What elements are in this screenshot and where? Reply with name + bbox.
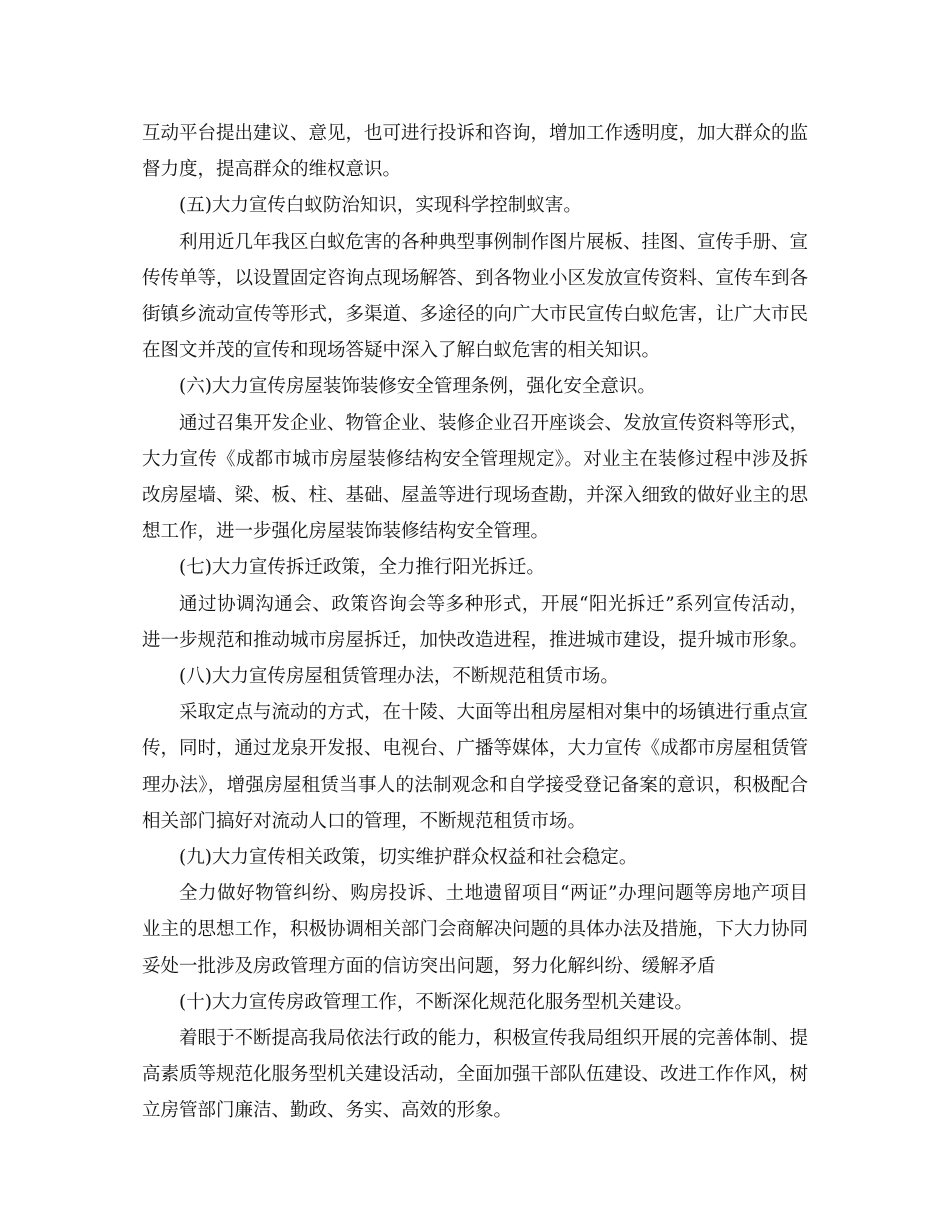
paragraph-public-rights: 全力做好物管纠纷、购房投诉、土地遗留项目“两证”办理问题等房地产项目业主的思想工作，积极协调相关部门会商解决问题的具体办法及措施，下大力协同妥处一批涉及房政管理方面的信访突出问题，努力化解纠纷、缓解矛盾 — [142, 883, 809, 977]
section-heading-8: (八)大力宣传房屋租赁管理办法，不断规范租赁市场。 — [179, 666, 619, 688]
paragraph-termite-publicity: 利用近几年我区白蚁危害的各种典型事例制作图片展板、挂图、宣传手册、宣传传单等，以设置固定咨询点现场解答、到各物业小区发放宣传资料、宣传车到各街镇乡流动宣传等形式，多渠道、多途径的向广大市民宣传白蚁危害，让广大市民在图文并茂的宣传和现场答疑中深入了解白蚁危害的相关知识。 — [142, 231, 809, 362]
paragraph-rental-management: 采取定点与流动的方式，在十陵、大面等出租房屋相对集中的场镇进行重点宣传，同时，通过龙泉开发报、电视台、广播等媒体，大力宣传《成都市房屋租赁管理办法》，增强房屋租赁当事人的法制观念和自学接受登记备案的意识，积极配合相关部门搞好对流动人口的管理，不断规范租赁市场。 — [142, 702, 809, 832]
document-body — [142, 116, 808, 1130]
paragraph-renovation-safety: 通过召集开发企业、物管企业、装修企业召开座谈会、发放宣传资料等形式，大力宣传《成都市城市房屋装修结构安全管理规定》。对业主在装修过程中涉及拆改房屋墙、梁、板、柱、基础、屋盖等进行现场查勘，并深入细致的做好业主的思想工作，进一步强化房屋装饰装修结构安全管理。 — [142, 412, 809, 543]
paragraph-service-agency: 着眼于不断提高我局依法行政的能力，积极宣传我局组织开展的完善体制、提高素质等规范化服务型机关建设活动，全面加强干部队伍建设、改进工作作风，树立房管部门廉洁、勤政、务实、高效的形象。 — [142, 1028, 809, 1122]
section-heading-9: (九)大力宣传相关政策，切实维护群众权益和社会稳定。 — [179, 847, 638, 869]
section-heading-6: (六)大力宣传房屋装饰装修安全管理条例，强化安全意识。 — [179, 376, 656, 398]
section-heading-10: (十)大力宣传房政管理工作，不断深化规范化服务型机关建设。 — [179, 991, 693, 1013]
paragraph-continuation: 互动平台提出建议、意见，也可进行投诉和咨询，增加工作透明度，加大群众的监督力度，提高群众的维权意识。 — [142, 123, 809, 181]
paragraph-demolition: 通过协调沟通会、政策咨询会等多种形式，开展“阳光拆迁”系列宣传活动，进一步规范和推动城市房屋拆迁，加快改造进程，推进城市建设，提升城市形象。 — [142, 593, 809, 651]
section-heading-7: (七)大力宣传拆迁政策，全力推行阳光拆迁。 — [179, 557, 545, 579]
section-heading-5: (五)大力宣传白蚁防治知识，实现科学控制蚁害。 — [179, 195, 582, 217]
